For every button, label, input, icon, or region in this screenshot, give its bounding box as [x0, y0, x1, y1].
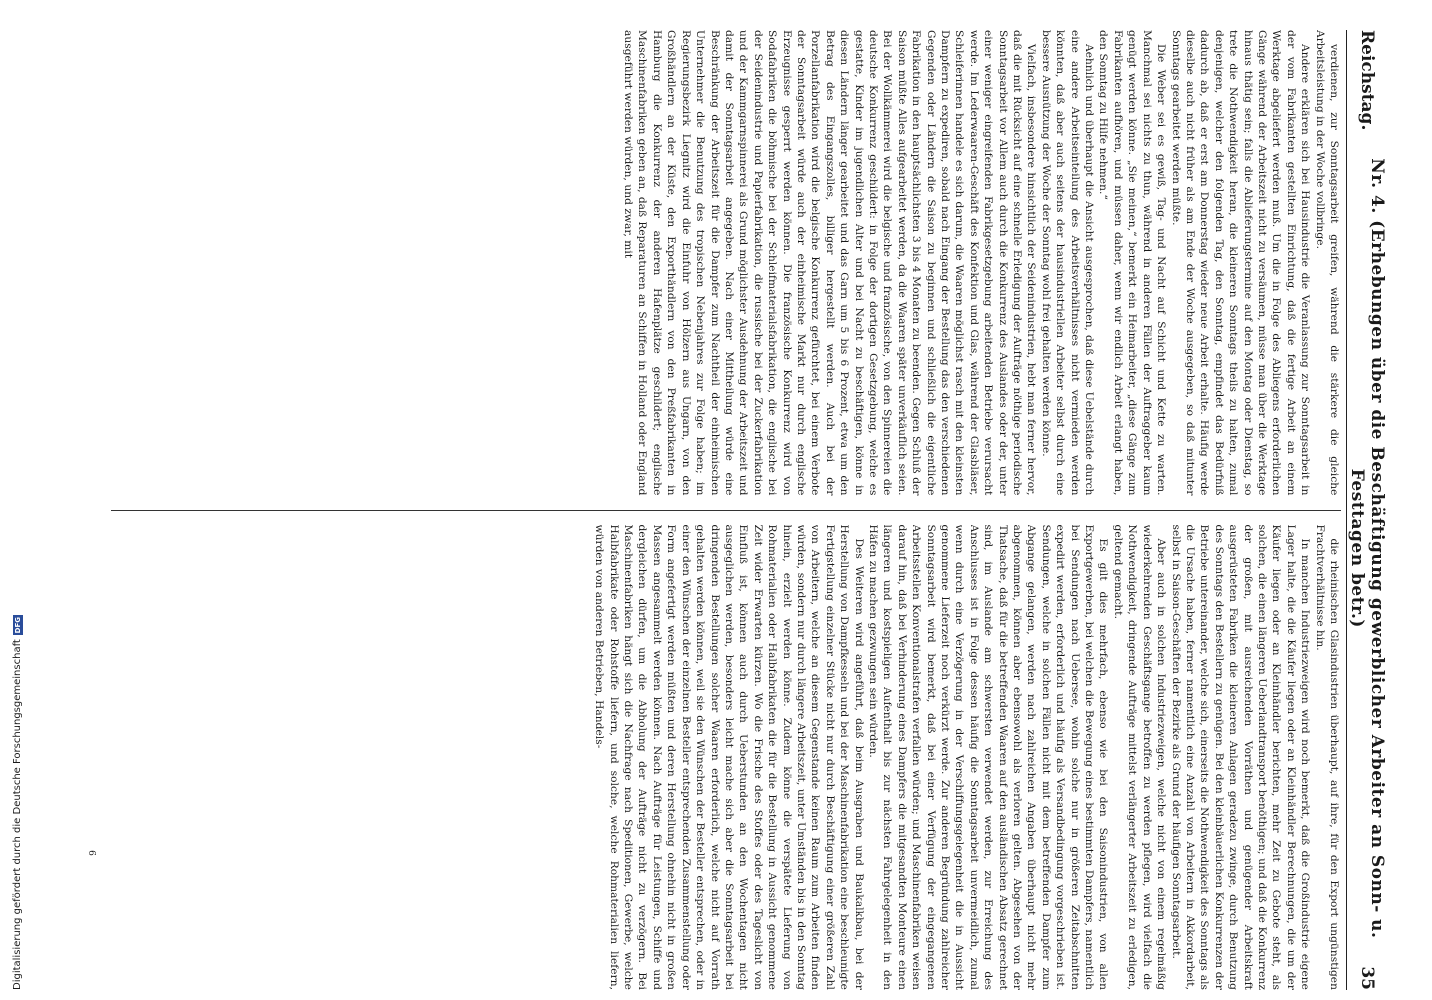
digitization-text: Digitalisierung gefördert durch die Deutsche Forschungsgemeinschaft	[12, 639, 23, 990]
rotated-page	[95, 30, 1385, 990]
paragraph: Andere erklären sich bei Hausindustrie die Veranlassung zur Sonntagsarbeit in der vom Fabrikanten gestellten Einrichtung, daß die fertige Arbeit an einem Werktage abgeliefert werden muß. Um die in Folge des Abliegens erforderlichen Gänge während der Arbeitszeit nicht zu versäumen, müsse man über die Werktage hinaus thätig sein; falls die Ablieferungstermine auf den Montag oder Dienstag, so trete die Nothwendigkeit heran, die kleineren Sonntags theils zu halten, zumal denjenigen, welcher den folgenden Tag, den Sonntag, empfindet das Bedürfniß dadurch ab, daß er erst am Donnerstag wieder neue Arbeit erhalte. Häufig werde dieselbe auch nicht früher als am Ende der Woche ausgegeben, so daß mitunter Sonntags gearbeitet werden müßte.	[1169, 30, 1312, 496]
paragraph: Aber auch in solchen Industriezweigen, welche nicht von einem regelmäßig wiederkehrenden Geschäftsgange betroffen zu werden pflegen, wird vielfach die Nothwendigkeit, dringende Aufträge mittelst verlängerter Arbeitszeit zu erledigen, geltend gemacht.	[1111, 524, 1168, 990]
column-right	[111, 525, 1341, 991]
paragraph: Es gilt dies mehrfach, ebenso wie bei den Saisonindustrien, von allen Exportgewerben, bei welchen die Bewegung eines bestimmten Dampfers, namentlich bei Sendungen nach Uebersee, wohin solche nur in größeren Zeitabschnitten expedirt werden, erforderlich und häufig als Versandbedingung vorgeschrieben ist. Sendungen, welche in solchen Fällen nicht mit dem betreffenden Dampfer zum Abgange gelangen, werden nach zahlreichen Angaben überhaupt nicht mehr abgenommen, können aber ebensowohl als verloren gelten. Abgesehen von der Thatsache, daß für die betreffenden Waaren auf den ausländischen Absatz gerechnet sind, im Auslande am schwersten verwendet werden, zur Erreichung des Anschlusses ist in Folge dessen häufig die Sonntagsarbeit unvermeidlich, zumal wenn durch eine Verzögerung in der Verschiffungsgelegenheit die in Aussicht genommene Lieferzeit noch verkürzt werde. Zur anderen Begründung zahlreicher Sonntagsarbeit wird bemerkt, daß bei einer Verfügung der eingegangenen Arbeitsstellen Konventionalstrafen verfallen würden; und Maschinenfabriken weisen darauf hin, daß bei Verhinderung eines Dampfers die mitgesandten Monteure einen längeren und kostspieligen Aufenthalt bis zur nächsten Fahrgelegenheit in den Häfen zu machen gezwungen sein würden.	[867, 524, 1110, 990]
page-mark: 6	[85, 850, 96, 856]
paragraph: Aehnlich und überhaupt die Ansicht ausgesprochen, daß diese Uebelstände durch eine andere Arbeitseinteilung des Arbeitsverhältnisses nicht vermieden werden könnten, daß aber auch seitens der hausindustriellen Arbeiter selbst durch eine bessere Ausnützung der Woche der Sonntag wohl frei gehalten werden könne.	[1039, 30, 1096, 496]
dfg-logo: DFG	[13, 616, 22, 634]
paragraph: In manchen Industriezweigen wird noch bemerkt, daß die Großindustrie eigene Lager halte, die die Käufer liegen oder an Kleinhändler Berechnungen, die um der Käufer liegen oder an Kleinhändler berichten, mehr Zeit zu Gebote steht, als solchen, die einen längeren Ueberlandtransport benöthigen; und daß die Konkurrenz der großen, mit ausreichenden Vorräthen und genügender Arbeitskraft ausgerüsteten Fabriken die kleineren Anlagen geradezu zwinge, durch Benutzung des Sonntags den Bestellern zu genügen. Bei den kleinbäuerlichen Konkurrenzen der Betriebe untereinander, welche sich, einerseits die Nothwendigkeit des Sonntags als die Ursache haben, ferner namentlich eine Anzahl von Arbeitern in Akkordarbeit, selbst in Saison-Geschäften der Bezirke als Grund der häufigen Sonntagsarbeit.	[1169, 524, 1312, 990]
page-number: 35	[1357, 966, 1377, 990]
paragraph: Des Weiteren wird angeführt, daß beim Ausgraben und Baukalkbau, bei der Herstellung von Dampfkesseln und bei der Maschinenfabrikation eine beschleunigte Fertigstellung einzelner Stücke nicht nur durch Beschäftigung einer größeren Zahl von Arbeitern, welche an diesem Gegenstande keinen Raum zum Arbeiten finden würden, sondern nur durch längere Arbeitszeit, unter Umständen bis in den Sonntag hinein, erzielt werden könne. Zudem könne die verspätete Lieferung von Rohmaterialien oder Halbfabrikaten die für die Bestellung in Aussicht genommene Zeit wider Erwarten kürzen. Wo die Frische des Stoffes oder des Tageslicht von Einfluß ist, können auch durch Ueberstunden an den Wochentagen nicht ausgeglichen werden, besonders leicht mache sich aber die Sonntagsarbeit bei dringenden Bestellungen solcher Waaren erforderlich, welche nicht auf Vorrath gehalten werden können, weil sie den Wünschen der Besteller entsprechen, oder in einer den Wünschen der einzelnen Besteller entsprechenden Zusammenstellung oder Form angefertigt werden müßten und deren Herstellung ohnehin nicht in großen Massen angesammelt werden können. Nach Aufträge für Leistungen, Schiffe und dergleichen dürfen, um die Abholung der Aufträge nicht zu verzögern. Bei Maschinenfabriken hängt sich die Nachfrage nach Speditionen, Gewerbe, welche Halbfabrikate oder Rohstoffe liefern, und solche, welche Rohmaterialien liefern, würden von anderen Betrieben, Handels-	[593, 524, 865, 990]
paragraph: verdienen, zur Sonntagsarbeit greifen, während die stärkere die gleiche Arbeitsleistung in der Woche vollbringe.	[1313, 30, 1340, 496]
header-title: Nr. 4. (Erhebungen über die Beschäftigung gewerblicher Arbeiter an Sonn- u. Festtagen betr.)	[1347, 158, 1387, 939]
column-divider	[111, 510, 1341, 511]
header-left: Reichstag.	[1357, 30, 1377, 131]
paragraph: Vielfach, insbesondere hinsichtlich der Seidenindustrien, hebt man ferner hervor, daß die mit Rücksicht auf eine schnelle Erledigung der Aufträge nöthige periodische Sonntagsarbeit vor Allem auch durch die Konkurrenz des Auslandes oder der, unter einer weniger eingreifenden Fabrikgesetzgebung arbeitenden Betriebe verursacht werde. Im Lederwaaren-Geschäft des Konfektion und Glas, während der Glasbläser, Schleiferinnen handele es sich darum, die Waaren möglichst rasch mit den kleinsten Dampfern zu expediren, sobald nach Eingang der Bestellung das den verschiedenen Gegenden oder Ländern die Saison zu beginnen und schließlich die eigentliche Fabrikation in den hauptsächlichsten 3 bis 4 Monaten zu beenden. Gegen Schluß der Saison müßte Alles aufgearbeitet werden, da die Waaren später unverkäuflich seien. Bei der Wollkämmerei wird die belgische und französische, von den Spinnereien die deutsche Konkurrenz geschildert: in Folge der dortigen Gesetzgebung, welche es gestatte, Kinder im jugendlichen Alter und bei Nacht zu beschäftigen, könne in diesen Ländern länger gearbeitet und das Garn um 5 bis 6 Prozent, etwa um den Betrag des Eingangszolles, billiger hergestellt werden. Auch bei der Porzellanfabrikation wird die belgische Konkurrenz gefürchtet, bei einem Verbote der Sonntagsarbeit würde auch der einheimische Markt nur durch englische Erzeugnisse gesperrt werden können. Die französische Konkurrenz wird von Sodafabriken die böhmische bei der Schleifmaterialsfabrikation, die englische bei der Seidenindustrie und Papierfabrikation, die russische bei der Zuckerfabrikation und der Kammgarnspinnerei als Grund möglichster Ausdehnung der Arbeitszeit und damit der Sonntagsarbeit angegeben. Nach einer Mittheilung würde eine Beschränkung der Arbeitszeit für die Dampfer zum Nachtheil der einheimischen Unternehmer die Benutzung des tropischen Nebenjahres zur Folge haben; im Regierungsbezirk Liegnitz wird die Einfuhr von Hölzern aus Ungarn, von den Großhändlern an der Küste, den Exporthändlern von den Preßfabrikanten in Hamburg die Konkurrenz der anderen Hafenplätze geschildert; englische Maschinenfabriken geben an, daß Reparaturen an Schiffen in Holland oder England ausgeführt werden würden, und zwar, mit	[622, 30, 1038, 496]
paragraph: die rheinischen Glasindustrien überhaupt, auf ihre, für den Export ungünstigen Frachtverhältnisse hin.	[1313, 524, 1340, 990]
paragraph: Die Weber sei es gewiß, Tag- und Nacht auf Schicht und Kette zu warten. Manchmal sei nichts zu thun, während in anderen Fällen der Auftraggeber kaum genügt werden könne. „Sie meinen,“ bemerkt ein Heimarbeiter, „diese Gänge zum Fabrikanten aufhören, und müssen daher, wenn wir endlich Arbeit erlangt haben, den Sonntag zu Hilfe nehmen.“	[1097, 30, 1168, 496]
header-rule	[1346, 30, 1347, 990]
column-left	[111, 30, 1341, 496]
digitization-note	[12, 615, 23, 990]
text-columns	[111, 30, 1341, 990]
page-header	[1349, 30, 1385, 990]
